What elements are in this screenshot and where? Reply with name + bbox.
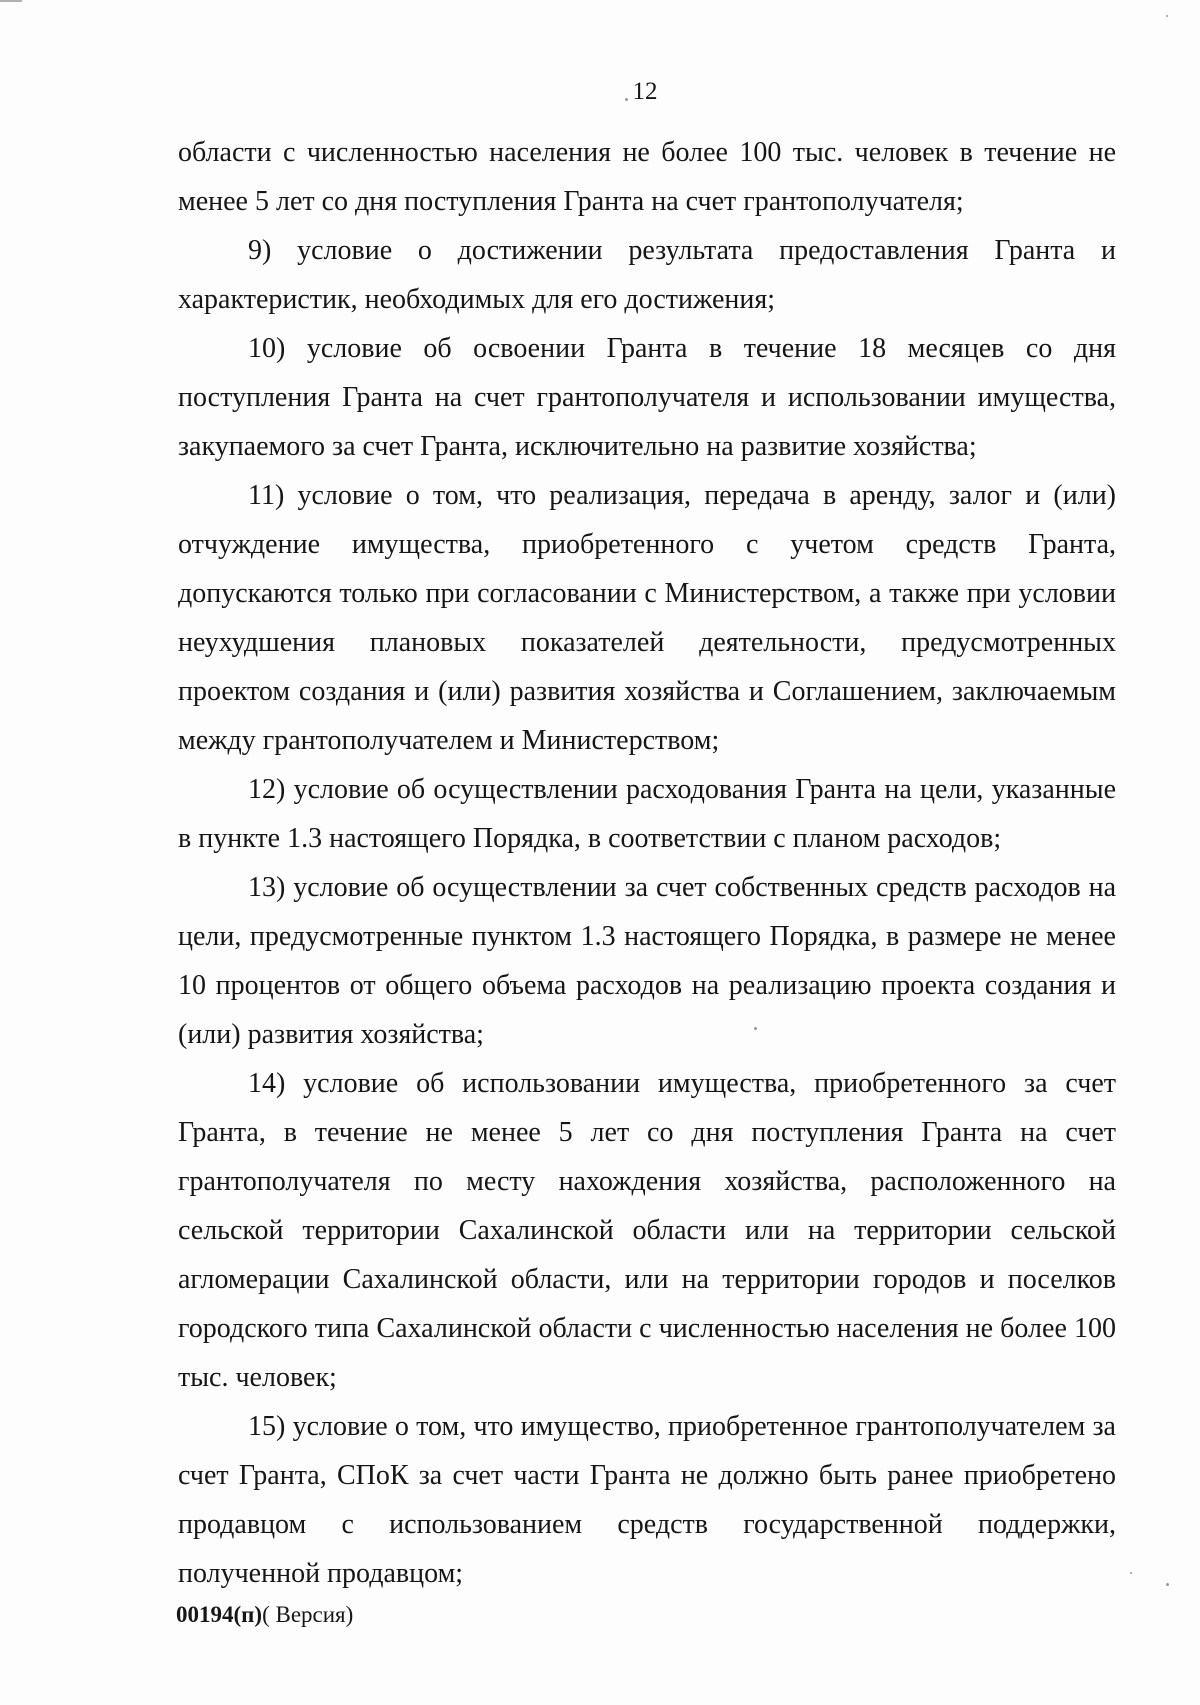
scan-speck [1166, 15, 1168, 17]
scan-edge-mark [0, 0, 22, 2]
paragraph-item-14: 14) условие об использовании имущества, приобретенного за счет Гранта, в течение не менее 5 лет со дня поступления Гранта на счет грантополучателя по месту нахождения хозяйства, расположенного на сельской территории Сахалинской области или на территории сельской агломерации Сахалинской области, или на территории городов и поселков городского типа Сахалинской области с численностью населения не более 100 тыс. человек; [178, 1068, 1116, 1393]
scan-speck [1130, 1572, 1132, 1574]
paragraph-item-9: 9) условие о достижении результата предоставления Гранта и характеристик, необходимых для его достижения; [178, 235, 1116, 315]
document-version: ( Версия) [262, 1602, 354, 1627]
document-body [178, 128, 1116, 1598]
document-code: 00194(п) [176, 1602, 263, 1627]
document-footer [176, 1602, 353, 1628]
paragraph-item-12: 12) условие об осуществлении расходования Гранта на цели, указанные в пункте 1.3 настоящего Порядка, в соответствии с планом расходов; [178, 774, 1116, 854]
scan-speck [1166, 1583, 1169, 1586]
paragraph-item-11: 11) условие о том, что реализация, передача в аренду, залог и (или) отчуждение имущества, приобретенного с учетом средств Гранта, допускаются только при согласовании с Министерством, а также при условии неухудшения плановых показателей деятельности, предусмотренных проектом создания и (или) развития хозяйства и Соглашением, заключаемым между грантополучателем и Министерством; [178, 480, 1116, 756]
paragraph-item-15: 15) условие о том, что имущество, приобретенное грантополучателем за счет Гранта, СПоК за счет части Гранта не должно быть ранее приобретено продавцом с использованием средств государственной поддержки, полученной продавцом; [178, 1411, 1116, 1589]
paragraph-continuation: области с численностью населения не более 100 тыс. человек в течение не менее 5 лет со дня поступления Гранта на счет грантополучателя; [178, 137, 1116, 217]
page-number: 12 [632, 78, 658, 105]
paragraph-item-10: 10) условие об освоении Гранта в течение 18 месяцев со дня поступления Гранта на счет грантополучателя и использовании имущества, закупаемого за счет Гранта, исключительно на развитие хозяйства; [178, 333, 1116, 462]
paragraph-item-13: 13) условие об осуществлении за счет собственных средств расходов на цели, предусмотренные пунктом 1.3 настоящего Порядка, в размере не менее 10 процентов от общего объема расходов на реализацию проекта создания и (или) развития хозяйства; [178, 872, 1116, 1050]
